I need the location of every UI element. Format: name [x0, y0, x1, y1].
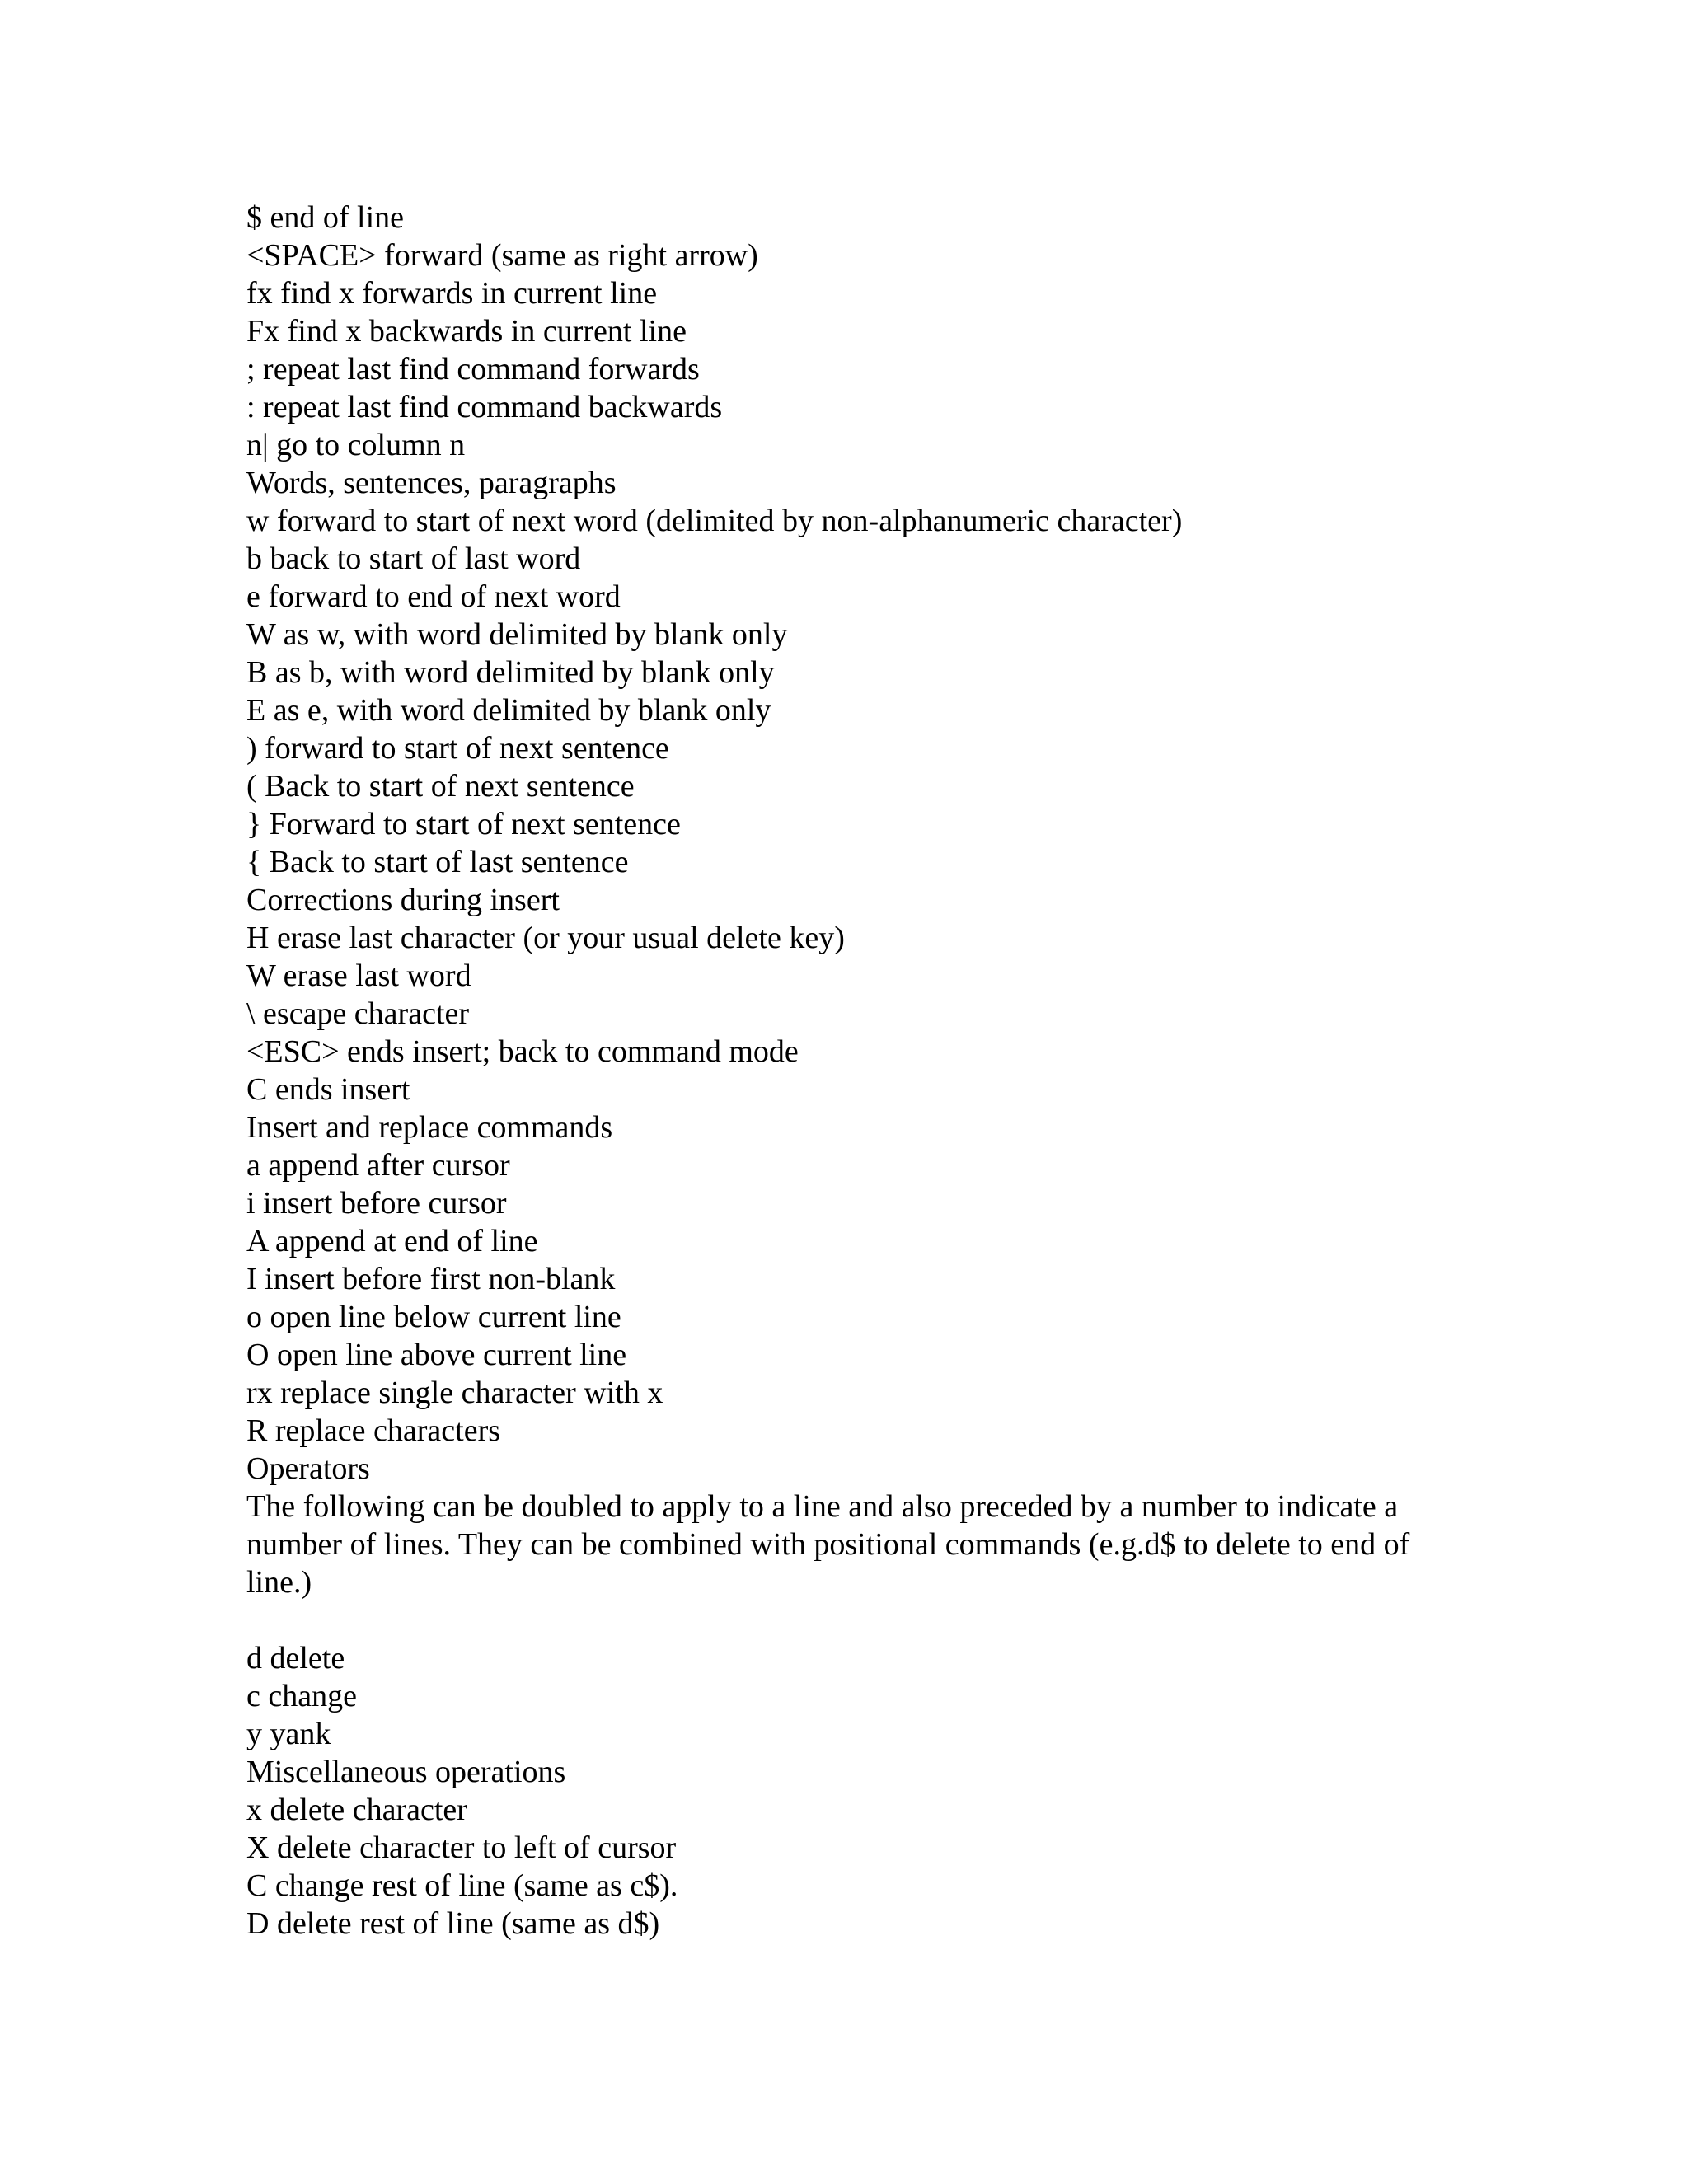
line-b-back: b back to start of last word — [246, 541, 581, 576]
line-w-forward: w forward to start of next word (delimited by non-alphanumeric character) — [246, 504, 1183, 538]
line-replace-chars: R replace characters — [246, 1413, 501, 1448]
line-insert-first-nonblank: I insert before first non-blank — [246, 1262, 616, 1296]
line-x-delete: x delete character — [246, 1793, 467, 1827]
operators-paragraph: The following can be doubled to apply to a line and also preceded by a number to indicate a number of lines. They can be combined with positional commands (e.g.d$ to delete to end of line.) — [246, 1489, 1410, 1600]
line-B-blank: B as b, with word delimited by blank only — [246, 655, 775, 690]
heading-corrections: Corrections during insert — [246, 883, 560, 917]
line-back-brace: { Back to start of last sentence — [246, 845, 629, 879]
line-open-above: O open line above current line — [246, 1338, 627, 1372]
line-find-forward: fx find x forwards in current line — [246, 276, 658, 311]
line-repeat-find-forward: ; repeat last find command forwards — [246, 352, 700, 387]
line-e-forward: e forward to end of next word — [246, 579, 621, 614]
line-c-ends-insert: C ends insert — [246, 1072, 410, 1107]
line-E-blank: E as e, with word delimited by blank only — [246, 693, 771, 728]
line-end-of-line: $ end of line — [246, 200, 405, 235]
line-c-change: c change — [246, 1679, 357, 1713]
heading-misc-operations: Miscellaneous operations — [246, 1755, 566, 1789]
line-esc-ends-insert: <ESC> ends insert; back to command mode — [246, 1034, 799, 1069]
line-escape-char: \ escape character — [246, 996, 470, 1031]
line-W-blank: W as w, with word delimited by blank only — [246, 617, 788, 652]
line-go-to-column: n| go to column n — [246, 428, 466, 462]
line-back-sentence: ( Back to start of next sentence — [246, 769, 635, 804]
heading-insert-replace: Insert and replace commands — [246, 1110, 613, 1145]
line-D-delete-rest: D delete rest of line (same as d$) — [246, 1906, 660, 1941]
line-append-after: a append after cursor — [246, 1148, 510, 1183]
line-repeat-find-backward: : repeat last find command backwards — [246, 390, 723, 424]
line-erase-last-char: H erase last character (or your usual delete key) — [246, 921, 845, 955]
reference-lines-top — [246, 199, 1450, 1488]
heading-words-sentences: Words, sentences, paragraphs — [246, 466, 617, 500]
line-C-change-rest: C change rest of line (same as c$). — [246, 1868, 678, 1903]
line-erase-last-word: W erase last word — [246, 958, 471, 993]
line-append-end: A append at end of line — [246, 1224, 538, 1258]
line-space-forward: <SPACE> forward (same as right arrow) — [246, 238, 758, 273]
line-d-delete: d delete — [246, 1641, 345, 1675]
line-X-delete-left: X delete character to left of cursor — [246, 1830, 677, 1865]
line-next-sentence: ) forward to start of next sentence — [246, 731, 669, 766]
line-open-below: o open line below current line — [246, 1300, 621, 1334]
blank-line — [246, 1601, 1450, 1639]
line-replace-single: rx replace single character with x — [246, 1376, 663, 1410]
line-forward-brace: } Forward to start of next sentence — [246, 807, 681, 841]
line-find-backward: Fx find x backwards in current line — [246, 314, 687, 349]
line-y-yank: y yank — [246, 1717, 331, 1751]
reference-lines-bottom — [246, 1639, 1450, 1943]
heading-operators: Operators — [246, 1451, 370, 1486]
document-body — [246, 199, 1450, 1943]
line-insert-before: i insert before cursor — [246, 1186, 507, 1221]
